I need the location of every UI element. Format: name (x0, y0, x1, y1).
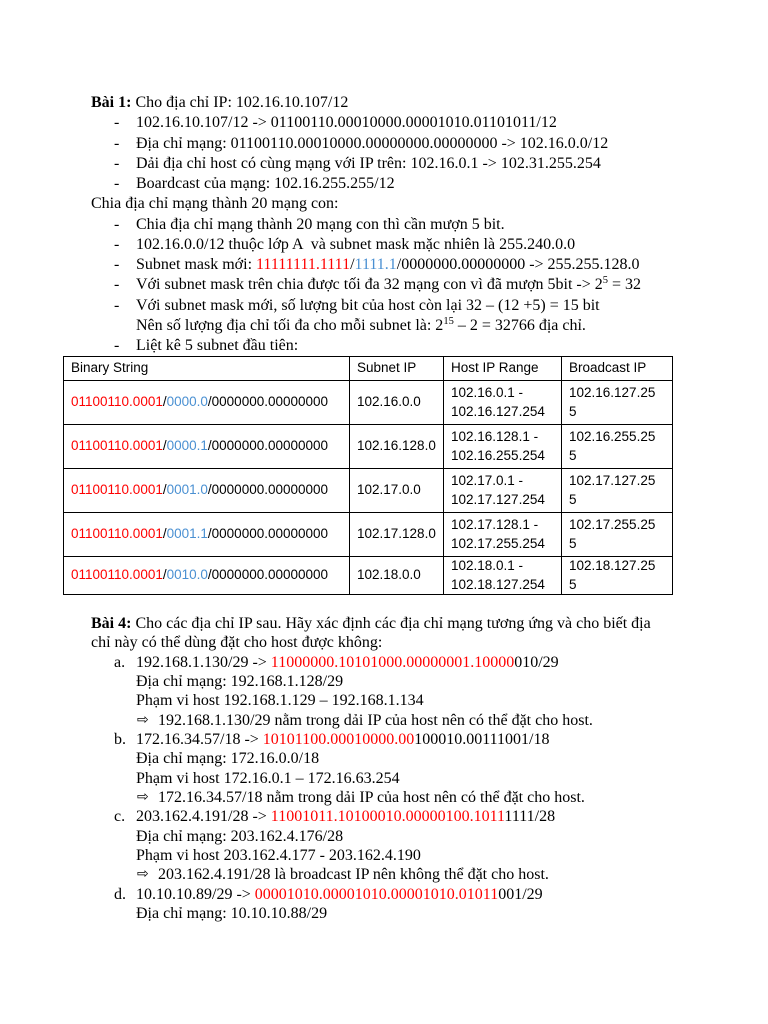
bullet-dash: - (114, 235, 120, 253)
host-last: 102.17.255.254 (451, 535, 545, 551)
binary-string-cell (64, 557, 350, 595)
host-last: 102.16.127.254 (451, 403, 545, 419)
list-item (0, 653, 768, 672)
bullet-item (0, 134, 768, 154)
header-host-ip-range: Host IP Range (444, 357, 562, 381)
host-bits: 1111/28 (504, 808, 556, 826)
binary-string-cell (64, 425, 350, 469)
conclusion-text: 192.168.1.130/29 nằm trong dải IP của host nên có thể đặt cho host. (158, 711, 593, 729)
host-bits: /0000000.00000000 (207, 482, 329, 498)
bullet-item (0, 215, 768, 235)
ip-address: 203.162.4.191/28 -> (136, 808, 271, 826)
bullet-item (0, 255, 768, 275)
binary-string-cell (64, 381, 350, 425)
list-item (0, 885, 768, 904)
subnet-heading (0, 194, 768, 214)
item-marker: b. (114, 730, 126, 748)
max-subnets-result: = 32 (608, 276, 642, 294)
bullet-item (0, 296, 768, 316)
bullet-item (0, 174, 768, 194)
bullet-item (0, 113, 768, 133)
network-address (0, 904, 768, 923)
broadcast-ip: 102.16.255.255 (569, 429, 656, 463)
bullet-dash: - (114, 296, 120, 314)
max-hosts-result: – 2 = 32766 địa chỉ. (453, 316, 586, 334)
table-header-row (64, 357, 673, 381)
broadcast-address: Boardcast của mạng: 102.16.255.255/12 (136, 175, 395, 192)
list-item (0, 807, 768, 826)
host-bits: /0000000.00000000 (207, 526, 329, 542)
exercise-4-intro: Cho các địa chỉ IP sau. Hãy xác định các địa chỉ mạng tương ứng và cho biết địa (135, 615, 651, 632)
host-bits: 100010.00111001/18 (414, 730, 550, 748)
arrow-right-icon: ⇨ (137, 711, 149, 728)
subnet-ip-cell: 102.18.0.0 (350, 557, 444, 595)
network-address (0, 749, 768, 768)
network-address-text: Địa chỉ mạng: 172.16.0.0/18 (136, 750, 320, 768)
subnet-bits: 0010.0 (166, 567, 208, 583)
binary-string-cell (64, 469, 350, 513)
bullet-item (0, 154, 768, 174)
host-ip-range-cell (444, 557, 562, 595)
host-bits-count: Với subnet mask mới, số lượng bit của host còn lại 32 – (12 +5) = 15 bit (136, 296, 600, 314)
ip-to-binary: 102.16.10.107/12 -> 01100110.00010000.00001010.01101011/12 (136, 114, 557, 132)
host-last: 102.17.127.254 (451, 491, 545, 507)
bullet-item (0, 235, 768, 255)
ip-address: 10.10.10.89/29 -> (136, 885, 255, 903)
max-hosts-text: Nên số lượng địa chỉ tối đa cho mỗi subnet là: 2 (136, 316, 444, 334)
host-range: Dải địa chỉ host có cùng mạng với IP trên: 102.16.0.1 -> 102.31.255.254 (136, 154, 601, 172)
exercise-1 (0, 93, 768, 356)
class-info: 102.16.0.0/12 thuộc lớp A và subnet mask mặc nhiên là 255.240.0.0 (136, 235, 576, 253)
network-address-text: Địa chỉ mạng: 203.162.4.176/28 (136, 827, 344, 845)
conclusion (0, 865, 768, 884)
borrow-bits: Chia địa chỉ mạng thành 20 mạng con thì cần mượn 5 bit. (136, 215, 505, 233)
list-intro: Liệt kê 5 subnet đầu tiên: (136, 337, 299, 354)
host-first: 102.16.128.1 - (451, 429, 539, 444)
exercise-4-heading (0, 614, 768, 633)
new-mask-result: -> 255.255.128.0 (525, 256, 640, 273)
broadcast-ip: 102.16.127.255 (569, 385, 656, 419)
conclusion-text: 172.16.34.57/18 nằm trong dải IP của host nên có thể đặt cho host. (158, 788, 585, 806)
bullet-item (0, 336, 768, 356)
exercise-4-intro-continued (0, 633, 768, 652)
host-bits: /0000000.00000000 (207, 567, 329, 583)
broadcast-ip: 102.17.127.255 (569, 473, 656, 507)
max-hosts-exponent: 15 (443, 315, 454, 327)
host-bits: /0000000.00000000 (207, 438, 329, 454)
broadcast-ip-cell (562, 381, 673, 425)
bullet-item (0, 275, 768, 295)
host-first: 102.16.0.1 - (451, 385, 524, 400)
broadcast-ip-cell (562, 425, 673, 469)
subnet-bits: 0001.0 (166, 482, 208, 498)
binary-string-cell (64, 513, 350, 557)
subnet-bits: 0000.1 (166, 438, 208, 454)
bits-separator: / (162, 482, 167, 498)
arrow-right-icon: ⇨ (137, 788, 149, 805)
exercise-1-prompt: Cho địa chỉ IP: 102.16.10.107/12 (135, 94, 349, 111)
bullet-dash: - (114, 337, 120, 354)
bits-separator: / (162, 526, 167, 542)
item-marker: d. (114, 885, 126, 903)
network-bits: 01100110.0001 (71, 438, 163, 454)
network-address-text: Địa chỉ mạng: 192.168.1.128/29 (136, 672, 344, 690)
network-address-text: Địa chỉ mạng: 10.10.10.88/29 (136, 904, 328, 922)
subnet-ip-cell: 102.17.0.0 (350, 469, 444, 513)
host-first: 102.18.0.1 - (451, 558, 524, 573)
table-row (64, 381, 673, 425)
network-bits: 01100110.0001 (71, 394, 163, 410)
bits-separator: / (162, 567, 167, 583)
bullet-dash: - (114, 114, 120, 132)
bullet-dash: - (114, 256, 120, 273)
subnet-ip-cell: 102.17.128.0 (350, 513, 444, 557)
network-bits: 01100110.0001 (71, 526, 163, 542)
bits-separator: / (162, 394, 167, 410)
table-row (64, 469, 673, 513)
network-address: Địa chỉ mạng: 01100110.00010000.00000000.00000000 -> 102.16.0.0/12 (136, 134, 609, 152)
item-marker: c. (114, 808, 126, 826)
exercise-1-label: Bài 1: (91, 94, 132, 111)
network-bits: 01100110.0001 (71, 567, 163, 583)
table-row (64, 513, 673, 557)
max-subnets-text: Với subnet mask trên chia được tối đa 32 mạng con vì đã mượn 5bit -> 2 (136, 276, 603, 294)
conclusion (0, 711, 768, 730)
subnet-heading-text: Chia địa chỉ mạng thành 20 mạng con: (91, 195, 339, 213)
host-range (0, 691, 768, 710)
host-bits: 010/29 (514, 653, 559, 671)
bullet-dash: - (114, 175, 120, 192)
host-range-text: Phạm vi host 203.162.4.177 - 203.162.4.190 (136, 846, 421, 864)
bullet-dash: - (114, 215, 120, 233)
max-subnets-exponent: 5 (602, 275, 609, 287)
subnet-bits: 0000.0 (166, 394, 208, 410)
table-row (64, 557, 673, 595)
host-last: 102.18.127.254 (451, 576, 545, 592)
header-binary-string: Binary String (64, 357, 350, 381)
broadcast-ip: 102.17.255.255 (569, 517, 656, 551)
exercise-4-label: Bài 4: (91, 615, 132, 632)
bullet-dash: - (114, 276, 120, 294)
broadcast-ip-cell (562, 557, 673, 595)
continuation-line (0, 316, 768, 336)
network-bits: 11001011.10100010.00000100.1011 (270, 808, 505, 826)
conclusion (0, 788, 768, 807)
host-first: 102.17.128.1 - (451, 517, 539, 532)
new-mask-prefix: Subnet mask mới: (136, 256, 257, 273)
host-range-text: Phạm vi host 172.16.0.1 – 172.16.63.254 (136, 769, 400, 787)
subnet-bits: 0001.1 (166, 526, 208, 542)
bits-separator: / (162, 438, 167, 454)
arrow-right-icon: ⇨ (137, 866, 149, 883)
network-bits: 00001010.00001010.00001010.01011 (254, 885, 499, 903)
network-bits: 11000000.10101000.00000001.10000 (270, 653, 515, 671)
subnet-bits: 1111.1 (354, 256, 397, 273)
header-subnet-ip: Subnet IP (350, 357, 444, 381)
host-range-text: Phạm vi host 192.168.1.129 – 192.168.1.134 (136, 692, 424, 710)
ip-address: 172.16.34.57/18 -> (136, 730, 263, 748)
host-bits: /0000000.00000000 (396, 256, 526, 273)
bits-separator: / (350, 256, 355, 273)
host-range (0, 769, 768, 788)
list-item (0, 730, 768, 749)
subnet-table (63, 356, 673, 595)
host-bits: 001/29 (498, 885, 543, 903)
broadcast-ip-cell (562, 469, 673, 513)
bullet-dash: - (114, 154, 120, 172)
subnet-ip-cell: 102.16.128.0 (350, 425, 444, 469)
host-ip-range-cell (444, 469, 562, 513)
host-first: 102.17.0.1 - (451, 473, 524, 488)
host-ip-range-cell (444, 381, 562, 425)
broadcast-ip: 102.18.127.255 (569, 558, 656, 592)
network-bits: 11111111.1111 (256, 256, 351, 273)
item-marker: a. (114, 653, 126, 671)
bullet-dash: - (114, 134, 120, 152)
network-bits: 10101100.00010000.00 (262, 730, 415, 748)
network-address (0, 672, 768, 691)
network-bits: 01100110.0001 (71, 482, 163, 498)
host-range (0, 846, 768, 865)
ip-address: 192.168.1.130/29 -> (136, 653, 271, 671)
broadcast-ip-cell (562, 513, 673, 557)
subnet-ip-cell: 102.16.0.0 (350, 381, 444, 425)
host-ip-range-cell (444, 513, 562, 557)
host-bits: /0000000.00000000 (207, 394, 329, 410)
exercise-4 (0, 614, 768, 923)
exercise-4-intro-line2: chỉ này có thể dùng đặt cho host được không: (91, 634, 383, 652)
network-address (0, 827, 768, 846)
conclusion-text: 203.162.4.191/28 là broadcast IP nên không thể đặt cho host. (158, 866, 549, 884)
host-ip-range-cell (444, 425, 562, 469)
header-broadcast-ip: Broadcast IP (562, 357, 673, 381)
host-last: 102.16.255.254 (451, 447, 545, 463)
exercise-1-heading (0, 93, 768, 113)
table-row (64, 425, 673, 469)
